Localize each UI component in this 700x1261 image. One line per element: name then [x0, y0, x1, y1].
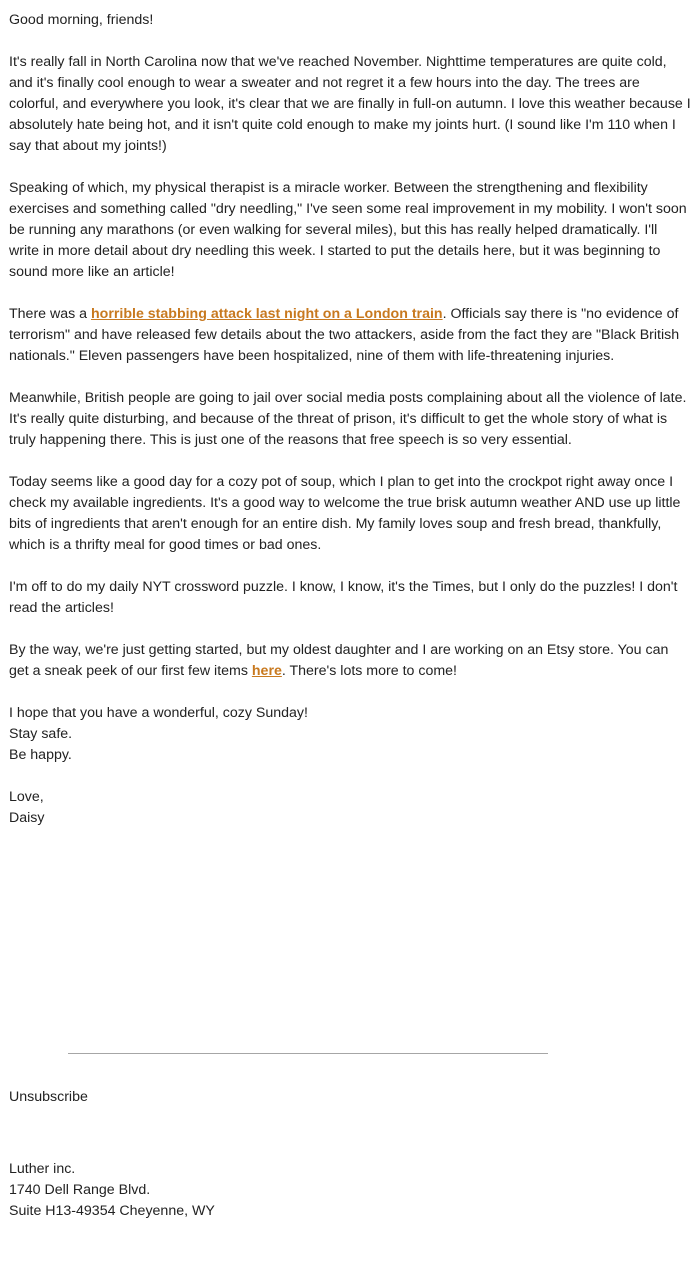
address-street: 1740 Dell Range Blvd.	[9, 1182, 151, 1198]
paragraph-closing: I hope that you have a wonderful, cozy Sunday!	[9, 705, 308, 721]
unsubscribe-label[interactable]: Unsubscribe	[9, 1089, 88, 1105]
signature-block	[9, 787, 691, 829]
etsy-store-here-link[interactable]: here	[251, 663, 282, 679]
paragraph-news	[9, 304, 691, 367]
unsubscribe-row[interactable]	[9, 1087, 691, 1108]
news-tail-text: . Officials say there is "no evidence of terrorism" and have released few details about the two attackers, aside from the fact they are "Black British nationals." Eleven passengers have been hospitalized, nine of them with life-threatening injuries.	[9, 306, 680, 364]
address-company-name: Luther inc.	[9, 1161, 76, 1177]
paragraph-crossword: I'm off to do my daily NYT crossword puzzle. I know, I know, it's the Times, but I only do the puzzles! I don't read the articles!	[9, 579, 678, 616]
signoff-block	[9, 724, 691, 766]
paragraph-soup: Today seems like a good day for a cozy pot of soup, which I plan to get into the crockpot right away once I check my available ingredients. It's a good way to welcome the true brisk autumn weather AND use up little bits of ingredients that aren't enough for an entire dish. My family loves soup and fresh bread, thankfully, which is a thrifty meal for good times or bad ones.	[9, 474, 681, 553]
etsy-tail-text: . There's lots more to come!	[281, 663, 457, 679]
greeting-paragraph: Good morning, friends!	[9, 12, 154, 28]
etsy-lead-text: By the way, we're just getting started, but my oldest daughter and I are working on an Etsy store. You can get a sneak peek of our first few items	[9, 642, 669, 679]
footer-top-spacer	[9, 850, 691, 1053]
signature-name: Daisy	[9, 810, 45, 826]
signoff-line-1: Stay safe.	[9, 726, 73, 742]
divider-to-unsubscribe-spacer	[9, 1054, 691, 1087]
company-address-block	[9, 1159, 691, 1222]
london-train-attack-link[interactable]: horrible stabbing attack last night on a London train	[91, 306, 443, 322]
signature-salutation: Love,	[9, 789, 44, 805]
address-city-state: Suite H13-49354 Cheyenne, WY	[9, 1203, 215, 1219]
paragraph-weather: It's really fall in North Carolina now that we've reached November. Nighttime temperatures are quite cold, and it's finally cool enough to wear a sweater and not regret it a few hours into the day. The trees are colorful, and everywhere you look, it's clear that we are finally in full-on autumn. I love this weather because I absolutely hate being hot, and it isn't quite cold enough to make my joints hurt. (I sound like I'm 110 when I say that about my joints!)	[9, 54, 691, 154]
signoff-line-2: Be happy.	[9, 747, 72, 763]
paragraph-etsy-store	[9, 640, 691, 682]
paragraph-free-speech: Meanwhile, British people are going to jail over social media posts complaining about all the violence of late. It's really quite disturbing, and because of the threat of prison, it's difficult to get the whole story of what is truly happening there. This is just one of the reasons that free speech is so very essential.	[9, 390, 687, 448]
unsubscribe-to-address-spacer	[9, 1108, 691, 1159]
paragraph-physical-therapy: Speaking of which, my physical therapist is a miracle worker. Between the strengthening and flexibility exercises and something called "dry needling," I've seen some real improvement in my mobility. I won't soon be running any marathons (or even walking for several miles), but this has really helped dramatically. I'll write in more detail about dry needling this week. I started to put the details here, but it was beginning to sound more like an article!	[9, 180, 687, 280]
news-lead-text: There was a	[9, 306, 92, 322]
